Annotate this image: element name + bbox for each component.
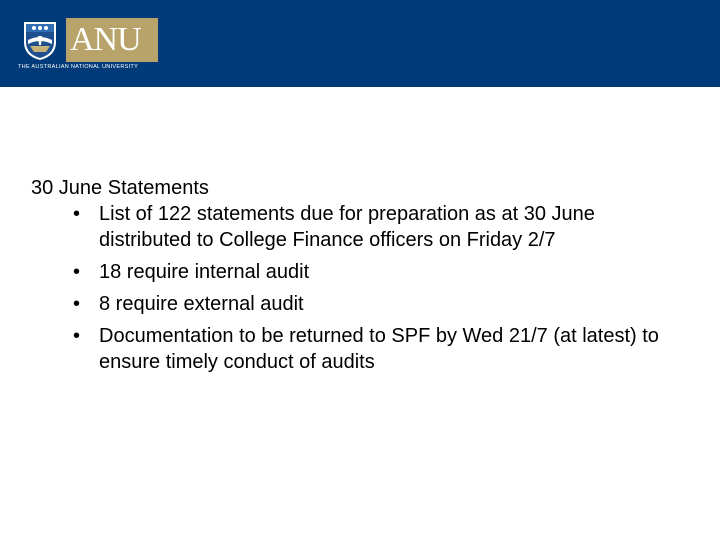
bullet-text: List of 122 statements due for preparation as at 30 June distributed to College Finance officers on Friday 2/7 — [99, 203, 595, 251]
slide-body — [31, 175, 681, 381]
bullet-icon: • — [73, 293, 81, 315]
tagline: THE AUSTRALIAN NATIONAL UNIVERSITY — [18, 64, 139, 70]
anu-crest-icon — [18, 18, 62, 62]
bullet-text: Documentation to be returned to SPF by Wed 21/7 (at latest) to ensure timely conduct of audits — [99, 325, 659, 373]
list-item — [73, 259, 681, 285]
bullet-text: 18 require internal audit — [99, 261, 310, 283]
bullet-list — [31, 201, 681, 375]
bullet-text: 8 require external audit — [99, 293, 304, 315]
bullet-icon: • — [73, 261, 81, 283]
list-item — [73, 291, 681, 317]
anu-logo — [18, 18, 144, 70]
list-item — [73, 323, 681, 375]
header-band — [0, 0, 720, 87]
slide-heading: 30 June Statements — [31, 177, 209, 199]
bullet-icon: • — [73, 325, 81, 347]
bullet-icon: • — [73, 203, 81, 225]
wordmark: ANU — [70, 21, 141, 58]
list-item — [73, 201, 681, 253]
